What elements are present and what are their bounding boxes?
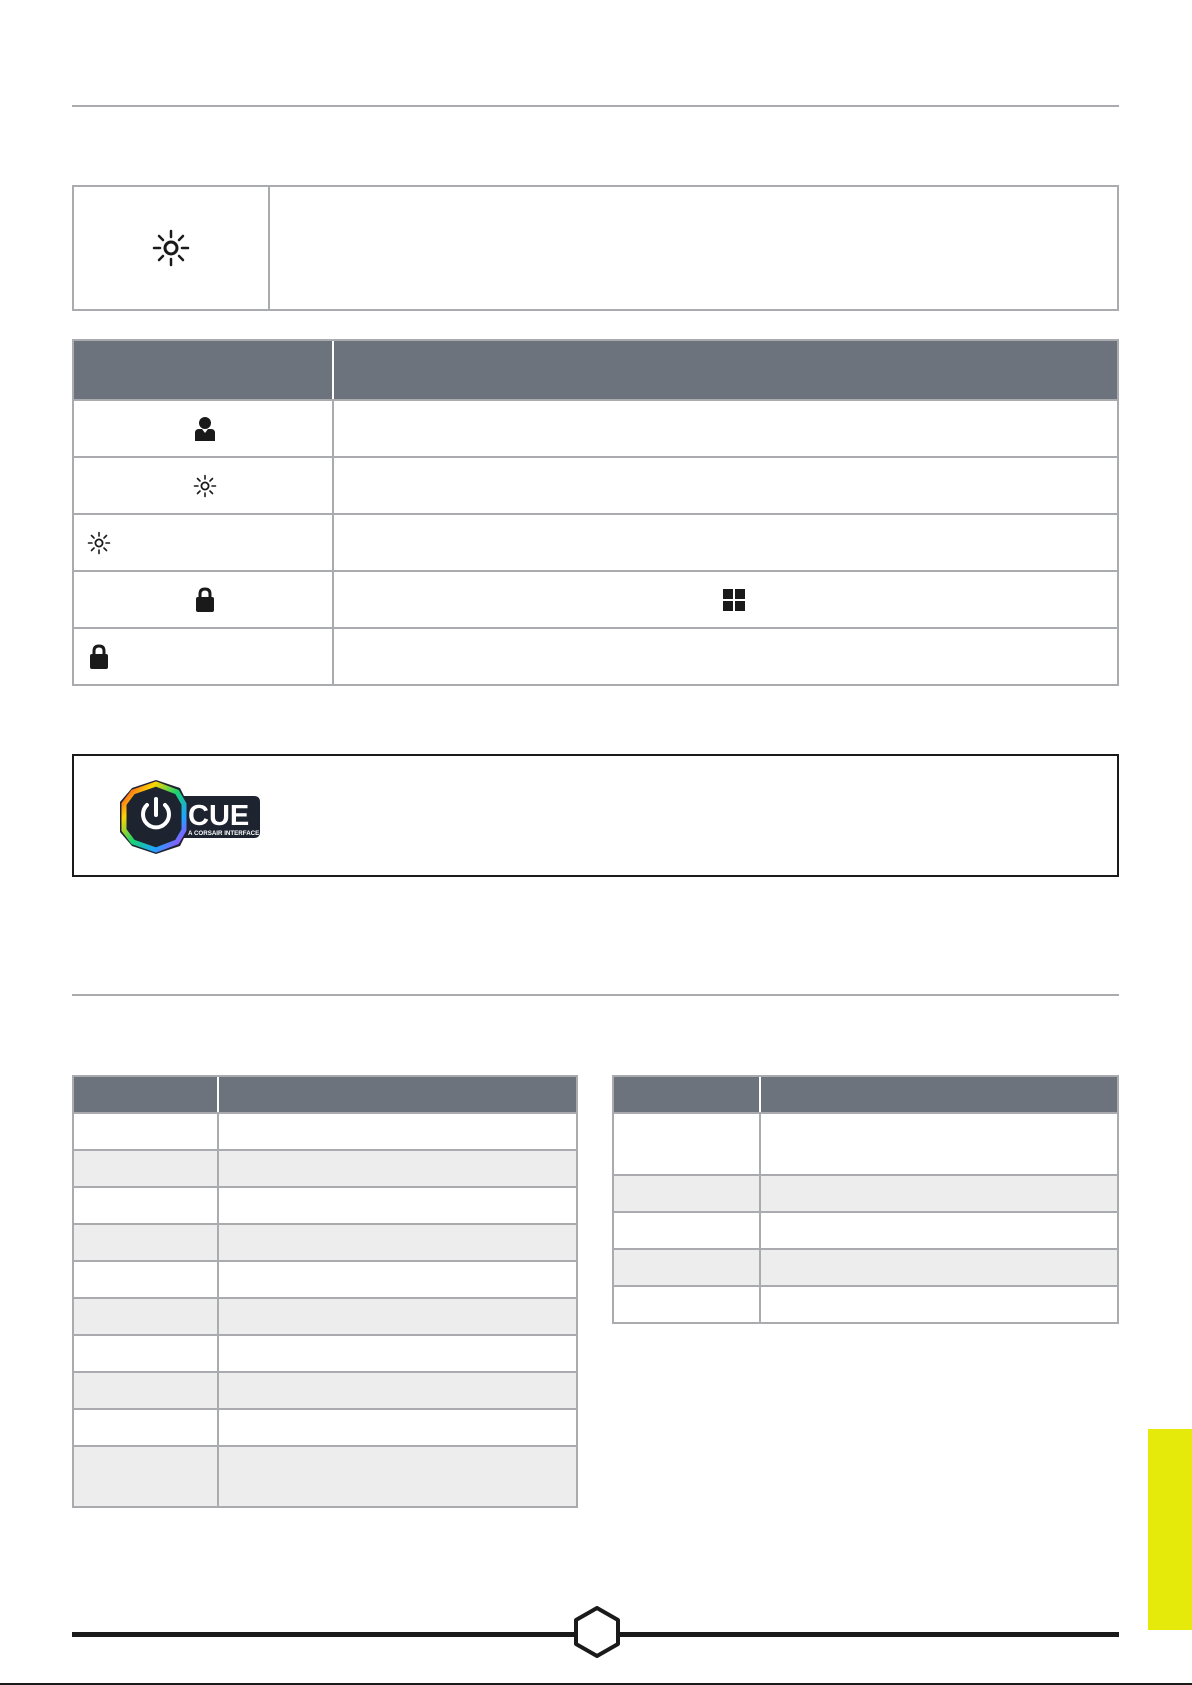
table-cell [219, 1373, 576, 1408]
table-cell [74, 1262, 219, 1297]
table-cell [74, 1410, 219, 1445]
description-cell [334, 401, 1117, 456]
table-row [74, 456, 1117, 513]
section-side-tab [1148, 1429, 1192, 1630]
brightness-sun-icon [151, 228, 191, 268]
brightness-description [270, 187, 1117, 309]
icue-logo-subtext: A CORSAIR INTERFACE [188, 830, 260, 837]
key-cell [74, 458, 334, 513]
table-cell [219, 1410, 576, 1445]
table-row [74, 1334, 576, 1371]
lock-icon [195, 587, 215, 612]
header-cell [614, 1077, 761, 1112]
key-cell [74, 629, 334, 684]
table-row [74, 1112, 576, 1149]
table-row [74, 1186, 576, 1223]
icue-logo [118, 780, 260, 854]
table-row [614, 1174, 1117, 1211]
table-cell [219, 1336, 576, 1371]
table-cell [74, 1114, 219, 1149]
table-cell [74, 1225, 219, 1260]
table-cell [74, 1373, 219, 1408]
table-row [74, 627, 1117, 684]
key-cell [74, 572, 334, 627]
function-key-table [72, 339, 1119, 686]
table-cell [614, 1287, 761, 1322]
table-row [74, 570, 1117, 627]
table-row [74, 1371, 576, 1408]
table-cell [614, 1114, 761, 1174]
page-number-hexagon [573, 1606, 621, 1658]
header-cell-function [334, 341, 1117, 399]
table-row [74, 399, 1117, 456]
header-cell [761, 1077, 1117, 1112]
table-row [74, 513, 1117, 570]
lock-icon [89, 644, 109, 669]
table-header-row [74, 341, 1117, 399]
description-cell [334, 629, 1117, 684]
table-cell [219, 1151, 576, 1186]
brightness-icon-cell [74, 187, 270, 309]
icue-info-box [72, 754, 1119, 877]
profile-person-icon [194, 417, 216, 441]
left-spec-table [72, 1075, 578, 1508]
table-cell [219, 1114, 576, 1149]
table-cell [74, 1299, 219, 1334]
top-rule [72, 105, 1119, 107]
table-cell [761, 1213, 1117, 1248]
table-cell [219, 1225, 576, 1260]
table-cell [219, 1299, 576, 1334]
header-cell [74, 1077, 219, 1112]
key-cell [74, 515, 334, 570]
header-cell-key [74, 341, 334, 399]
table-cell [614, 1176, 761, 1211]
brightness-info-box [72, 185, 1119, 311]
windows-key-icon [723, 589, 745, 611]
brightness-sun-icon [87, 531, 111, 555]
icue-logo-text: CUE [188, 800, 250, 832]
table-row [614, 1211, 1117, 1248]
table-cell [761, 1176, 1117, 1211]
table-cell [614, 1250, 761, 1285]
table-cell [761, 1287, 1117, 1322]
table-cell [74, 1151, 219, 1186]
table-row [74, 1297, 576, 1334]
description-cell [334, 458, 1117, 513]
middle-rule [72, 994, 1119, 996]
description-cell [334, 572, 1117, 627]
table-cell [219, 1447, 576, 1506]
table-row [614, 1285, 1117, 1322]
table-header-row [614, 1077, 1117, 1112]
table-header-row [74, 1077, 576, 1112]
table-cell [74, 1447, 219, 1506]
brightness-sun-icon [193, 474, 217, 498]
table-row [614, 1248, 1117, 1285]
table-cell [614, 1213, 761, 1248]
table-row [74, 1149, 576, 1186]
table-cell [761, 1250, 1117, 1285]
table-row [614, 1112, 1117, 1174]
description-cell [334, 515, 1117, 570]
table-cell [74, 1188, 219, 1223]
table-row [74, 1223, 576, 1260]
table-cell [74, 1336, 219, 1371]
table-row [74, 1260, 576, 1297]
table-cell [761, 1114, 1117, 1174]
table-cell [219, 1262, 576, 1297]
table-row [74, 1445, 576, 1506]
right-spec-table [612, 1075, 1119, 1324]
header-cell [219, 1077, 576, 1112]
table-row [74, 1408, 576, 1445]
key-cell [74, 401, 334, 456]
table-cell [219, 1188, 576, 1223]
